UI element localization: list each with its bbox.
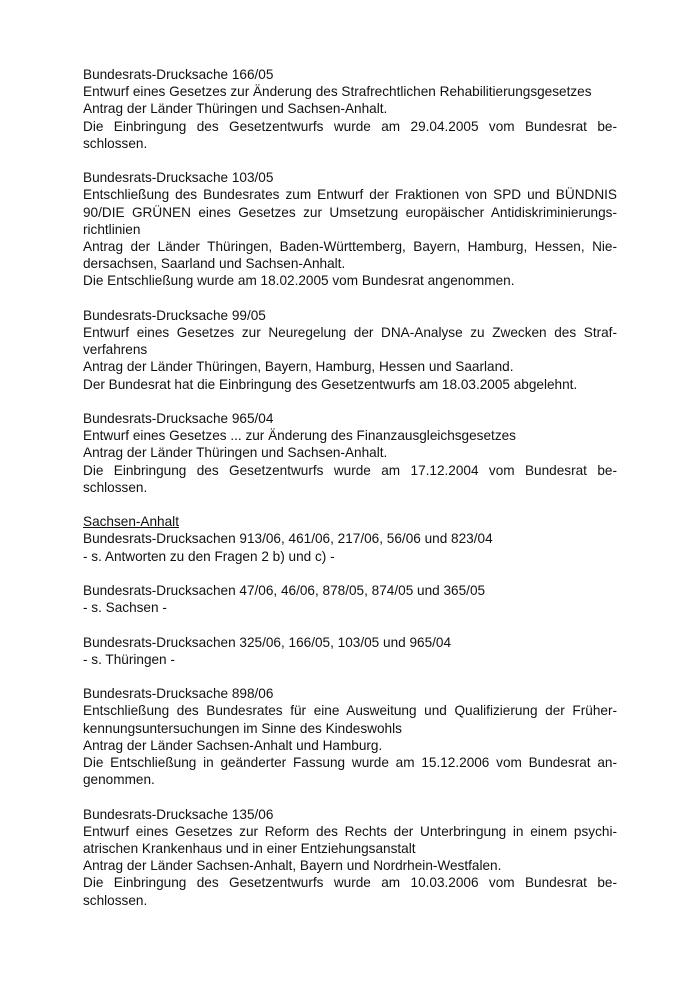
document-page	[83, 66, 617, 926]
entry-text-line: Die Entschließung in geänderter Fassung wurde am 15.12.2006 vom Bundesrat an-	[83, 755, 617, 771]
drucksache-entry	[83, 582, 617, 616]
entry-title: Bundesrats-Drucksache 965/04	[83, 411, 274, 427]
entry-text-line: Die Einbringung des Gesetzentwurfs wurde am 17.12.2004 vom Bundesrat be-	[83, 462, 617, 478]
entry-text-line: Die Einbringung des Gesetzentwurfs wurde am 29.04.2005 vom Bundesrat be-	[83, 118, 617, 134]
entry-text-line: Entschließung des Bundesrates zum Entwurf der Fraktionen von SPD und BÜNDNIS	[83, 187, 617, 203]
entry-text-line: Antrag der Länder Thüringen und Sachsen-Anhalt.	[83, 101, 388, 117]
entry-text-line: Antrag der Länder Thüringen, Bayern, Hamburg, Hessen und Saarland.	[83, 359, 514, 375]
entry-text-line: Antrag der Länder Sachsen-Anhalt und Hamburg.	[83, 737, 383, 753]
entry-text-line: atrischen Krankenhaus und in einer Entziehungsanstalt	[83, 841, 416, 857]
entry-text-line: dersachsen, Saarland und Sachsen-Anhalt.	[83, 256, 346, 272]
entry-text-line: Antrag der Länder Thüringen, Baden-Württemberg, Bayern, Hamburg, Hessen, Nie-	[83, 239, 617, 255]
entry-text-line: - s. Sachsen -	[83, 600, 167, 616]
entry-text-line: schlossen.	[83, 135, 148, 151]
drucksache-entry	[83, 410, 617, 496]
entry-title: Bundesrats-Drucksache 135/06	[83, 806, 274, 822]
entry-text-line: schlossen.	[83, 479, 148, 495]
entry-text-line: Entwurf eines Gesetzes ... zur Änderung des Finanzausgleichsgesetzes	[83, 428, 516, 444]
drucksache-entry	[83, 66, 617, 152]
entry-title: Bundesrats-Drucksache 99/05	[83, 307, 266, 323]
entry-text-line: Antrag der Länder Sachsen-Anhalt, Bayern und Nordrhein-Westfalen.	[83, 858, 502, 874]
drucksache-entry	[83, 169, 617, 289]
entry-text-line: Der Bundesrat hat die Einbringung des Gesetzentwurfs am 18.03.2005 abgelehnt.	[83, 376, 578, 392]
entry-text-line: Bundesrats-Drucksachen 913/06, 461/06, 217/06, 56/06 und 823/04	[83, 531, 493, 547]
entry-text-line: Die Einbringung des Gesetzentwurfs wurde am 10.03.2006 vom Bundesrat be-	[83, 875, 617, 891]
section-block	[83, 513, 617, 565]
entry-text-line: genommen.	[83, 772, 155, 788]
entry-text-line: kennungsuntersuchungen im Sinne des Kindeswohls	[83, 720, 402, 736]
entry-text-line: Die Entschließung wurde am 18.02.2005 vom Bundesrat angenommen.	[83, 273, 515, 289]
entry-text-line: 90/DIE GRÜNEN eines Gesetzes zur Umsetzung europäischer Antidiskriminierungs-	[83, 204, 617, 220]
drucksache-entry	[83, 806, 617, 909]
entry-text-line: richtlinien	[83, 221, 141, 237]
entry-text-line: - s. Antworten zu den Fragen 2 b) und c) -	[83, 548, 335, 564]
entry-text-line: - s. Thüringen -	[83, 651, 175, 667]
entry-title: Bundesrats-Drucksache 166/05	[83, 67, 274, 82]
entry-title: Bundesrats-Drucksache 103/05	[83, 170, 274, 186]
entry-text-line: Entwurf eines Gesetzes zur Neuregelung der DNA-Analyse zu Zwecken des Straf-	[83, 325, 617, 341]
entry-text-line: Entwurf eines Gesetzes zur Änderung des Strafrechtlichen Rehabilitierungsgesetzes	[83, 84, 592, 100]
entry-title: Bundesrats-Drucksachen 325/06, 166/05, 103/05 und 965/04	[83, 634, 452, 650]
entry-title: Bundesrats-Drucksachen 47/06, 46/06, 878/05, 874/05 und 365/05	[83, 583, 486, 599]
section-heading: Sachsen-Anhalt	[83, 514, 179, 530]
drucksache-entry	[83, 634, 617, 668]
entry-text-line: Entschließung des Bundesrates für eine Ausweitung und Qualifizierung der Früher-	[83, 703, 617, 719]
entry-text-line: schlossen.	[83, 892, 148, 908]
entry-text-line: Antrag der Länder Thüringen und Sachsen-Anhalt.	[83, 445, 388, 461]
drucksache-entry	[83, 685, 617, 788]
entry-text-line: verfahrens	[83, 342, 148, 358]
entry-title: Bundesrats-Drucksache 898/06	[83, 686, 274, 702]
drucksache-entry	[83, 307, 617, 393]
entry-text-line: Entwurf eines Gesetzes zur Reform des Rechts der Unterbringung in einem psychi-	[83, 823, 617, 839]
